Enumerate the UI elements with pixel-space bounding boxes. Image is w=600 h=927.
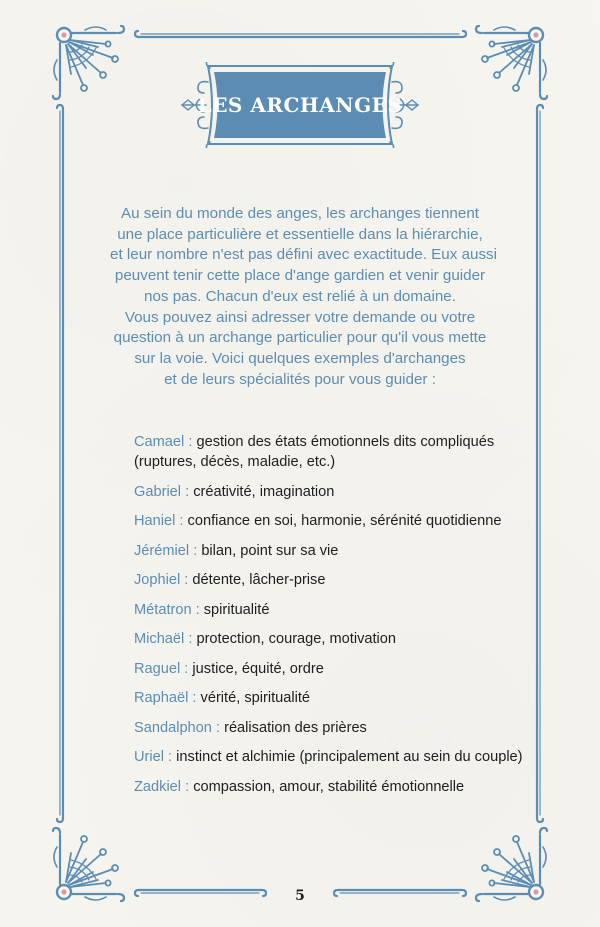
archangel-name: Raguel : (134, 660, 189, 677)
archangel-specialty: réalisation des prières (220, 719, 367, 736)
list-item-zadkiel (134, 777, 514, 797)
archangel-specialty: vérité, spiritualité (196, 690, 311, 706)
corner-ornament-top-right (476, 26, 547, 99)
list-item-metatron (134, 600, 514, 620)
archangel-specialty: confiance en soi, harmonie, sérénité quotidienne (183, 513, 502, 529)
archangel-specialty-continued: (ruptures, décès, maladie, etc.) (134, 454, 336, 470)
title-banner (178, 62, 422, 148)
list-item-raphael (134, 688, 514, 708)
page-number: 5 (295, 888, 305, 904)
intro-line: Vous pouvez ainsi adresser votre demande ou votre (124, 308, 476, 326)
archangel-name: Raphaël : (134, 690, 197, 706)
archangel-list (134, 432, 523, 806)
archangel-specialty: compassion, amour, stabilité émotionnelle (189, 778, 465, 795)
archangel-name: Camael : (134, 434, 193, 450)
archangel-specialty: bilan, point sur sa vie (197, 542, 339, 559)
archangel-specialty: gestion des états émotionnels dits compliqués (192, 434, 495, 450)
archangel-specialty: protection, courage, motivation (192, 631, 397, 647)
archangel-name: Sandalphon : (134, 719, 221, 736)
corner-ornament-bottom-left (53, 828, 124, 901)
list-item-haniel (134, 511, 514, 531)
archangel-specialty: spiritualité (199, 601, 270, 618)
list-item-camael (134, 432, 514, 472)
list-item-michael (134, 629, 514, 649)
list-item-jophiel (134, 570, 514, 590)
archangel-specialty: créativité, imagination (189, 483, 335, 500)
intro-line: sur la voie. Voici quelques exemples d'archanges (134, 349, 466, 367)
archangel-name: Uriel : (134, 749, 173, 765)
intro-line: question à un archange particulier pour qu'il vous mette (113, 329, 487, 347)
list-item-uriel (134, 747, 523, 767)
archangel-name: Métatron : (134, 601, 200, 618)
archangel-name: Gabriel : (134, 483, 190, 500)
archangel-name: Jérémiel : (134, 542, 198, 559)
intro-line: peuvent tenir cette place d'ange gardien et venir guider (114, 267, 486, 285)
intro-line: une place particulière et essentielle dans la hiérarchie, (117, 225, 483, 243)
intro-paragraph (110, 204, 498, 390)
corner-ornament-top-left (53, 26, 124, 99)
intro-line: Au sein du monde des anges, les archanges tiennent (121, 205, 479, 222)
archangel-specialty: justice, équité, ordre (188, 660, 324, 677)
archangel-name: Zadkiel : (134, 778, 190, 795)
corner-ornament-bottom-right (476, 828, 547, 901)
intro-line: et leur nombre n'est pas défini avec exactitude. Eux aussi (110, 246, 498, 264)
list-item-sandalphon (134, 718, 514, 738)
archangel-name: Michaël : (134, 631, 193, 647)
archangel-specialty: instinct et alchimie (principalement au sein du couple) (172, 749, 523, 765)
list-item-raguel (134, 659, 514, 679)
archangel-specialty: détente, lâcher-prise (188, 572, 326, 588)
archangel-name: Jophiel : (134, 572, 189, 588)
page-title: LES ARCHANGES (197, 93, 403, 117)
list-item-jeremiel (134, 541, 514, 561)
list-item-gabriel (134, 482, 514, 502)
archangel-name: Haniel : (134, 513, 184, 529)
intro-line: et de leurs spécialités pour vous guider : (164, 370, 436, 388)
intro-line: nos pas. Chacun d'eux est relié à un domaine. (144, 287, 456, 305)
